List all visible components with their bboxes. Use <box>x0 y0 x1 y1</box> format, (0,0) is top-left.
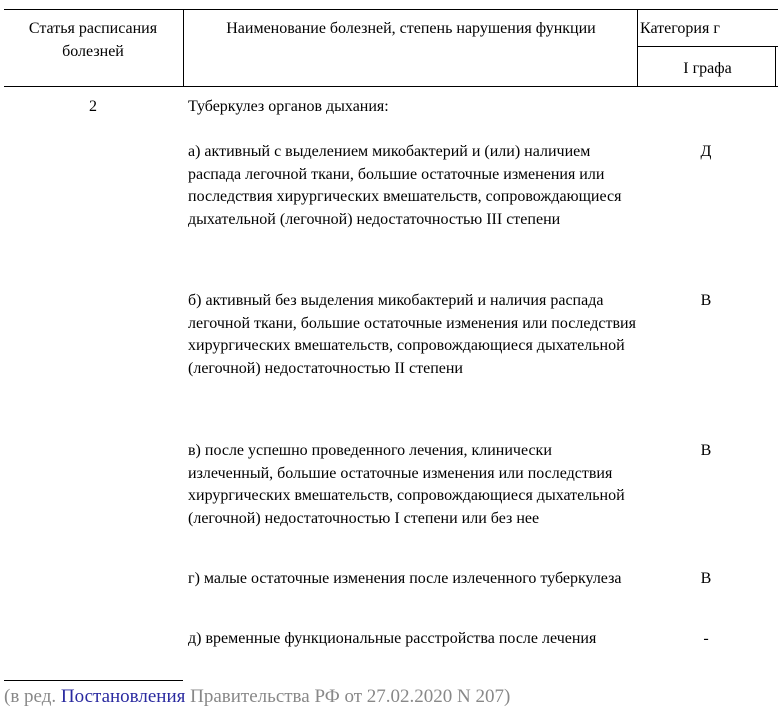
list-item-text: д) временные функциональные расстройства после лечения <box>188 630 597 647</box>
header-article-label: Статья расписания болезней <box>28 20 158 60</box>
list-item-text: б) активный без выделения микобактерий и наличия распада легочной ткани, большие остаточные изменения или последствия хирургических вмешательств, сопровождающиеся дыхательной (легочной) недостаточностью II степени <box>188 292 636 377</box>
header-bottom-border <box>4 86 778 87</box>
header-category-label: Категория г <box>640 20 720 37</box>
table-top-border <box>4 9 778 10</box>
column-divider-column-2 <box>775 47 776 87</box>
amendment-note-rest: Правительства РФ от 27.02.2020 N 207) <box>185 686 511 707</box>
column-divider-name <box>637 9 638 87</box>
category-subheader-divider <box>637 46 778 47</box>
amendment-link[interactable]: Постановления <box>60 686 186 707</box>
list-item-text: г) малые остаточные изменения после излеченного туберкулеза <box>188 570 622 587</box>
list-item-category: Д <box>700 143 712 160</box>
article-number: 2 <box>89 98 97 115</box>
article-heading: Туберкулез органов дыхания: <box>188 98 389 115</box>
amendment-note-open: (в ред. <box>4 686 61 707</box>
column-divider-article <box>183 9 184 87</box>
header-name-label: Наименование болезней, степень нарушения функции <box>226 20 596 37</box>
list-item-category: В <box>700 442 712 459</box>
amendment-note <box>4 686 510 709</box>
footnote-separator <box>4 680 183 681</box>
list-item-category: - <box>703 630 709 647</box>
header-column-1-label: I графа <box>683 60 732 77</box>
list-item-category: В <box>700 570 712 587</box>
list-item-category: В <box>700 292 712 309</box>
list-item-text: в) после успешно проведенного лечения, клинически излеченный, большие остаточные изменения или последствия хирургических вмешательств, сопровождающиеся дыхательной (легочной) недостаточностью I степени или без нее <box>188 442 625 527</box>
list-item-text: а) активный с выделением микобактерий и (или) наличием распада легочной ткани, большие остаточные изменения или последствия хирургических вмешательств, сопровождающиеся дыхательной (легочной) недостаточностью III степени <box>188 143 622 228</box>
